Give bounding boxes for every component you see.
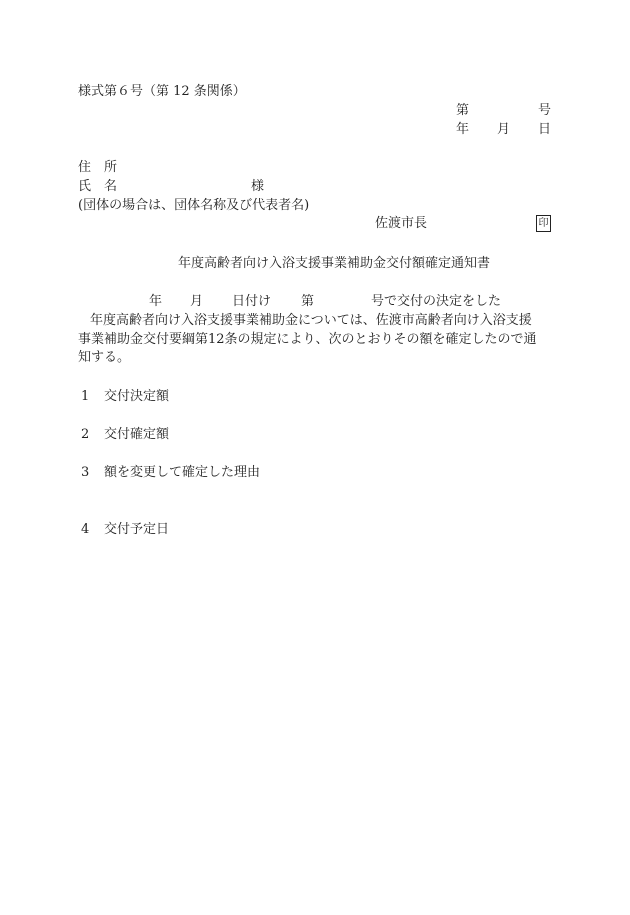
issuer-title: 佐渡市長 <box>375 216 428 231</box>
item-2-label: 交付確定額 <box>104 427 170 442</box>
doc-date-year: 年 <box>456 122 470 137</box>
ref-day: 日付け <box>232 294 272 309</box>
body-line-1: 年度高齢者向け入浴支援事業補助金については、佐渡市高齢者向け入浴支援 <box>90 313 532 328</box>
honorific: 様 <box>251 179 265 194</box>
doc-number-prefix: 第 <box>456 103 470 118</box>
body-line-3: 知する。 <box>78 350 131 365</box>
item-4-label: 交付予定日 <box>104 522 170 537</box>
seal-mark: 印 <box>536 215 551 232</box>
item-3-label: 額を変更して確定した理由 <box>104 465 261 480</box>
ref-tail: 号で交付の決定をした <box>371 294 502 309</box>
name-label: 氏 名 <box>78 179 118 194</box>
ref-month: 月 <box>190 294 204 309</box>
doc-date-day: 日 <box>538 122 552 137</box>
item-1-number: 1 <box>81 389 90 404</box>
ref-number: 第 <box>301 294 315 309</box>
item-2-number: 2 <box>81 427 90 442</box>
address-label: 住 所 <box>78 160 118 175</box>
doc-title: 年度高齢者向け入浴支援事業補助金交付額確定通知書 <box>178 256 491 271</box>
item-3-number: 3 <box>81 465 90 480</box>
item-4-number: 4 <box>81 522 90 537</box>
form-label: 様式第６号（第 12 条関係） <box>78 84 246 99</box>
doc-number-suffix: 号 <box>538 103 552 118</box>
item-1-label: 交付決定額 <box>104 389 170 404</box>
doc-date-month: 月 <box>497 122 511 137</box>
body-line-2: 事業補助金交付要綱第12条の規定により、次のとおりその額を確定したので通 <box>78 332 537 347</box>
ref-year: 年 <box>149 294 163 309</box>
organization-note: (団体の場合は、団体名称及び代表者名) <box>78 198 310 213</box>
